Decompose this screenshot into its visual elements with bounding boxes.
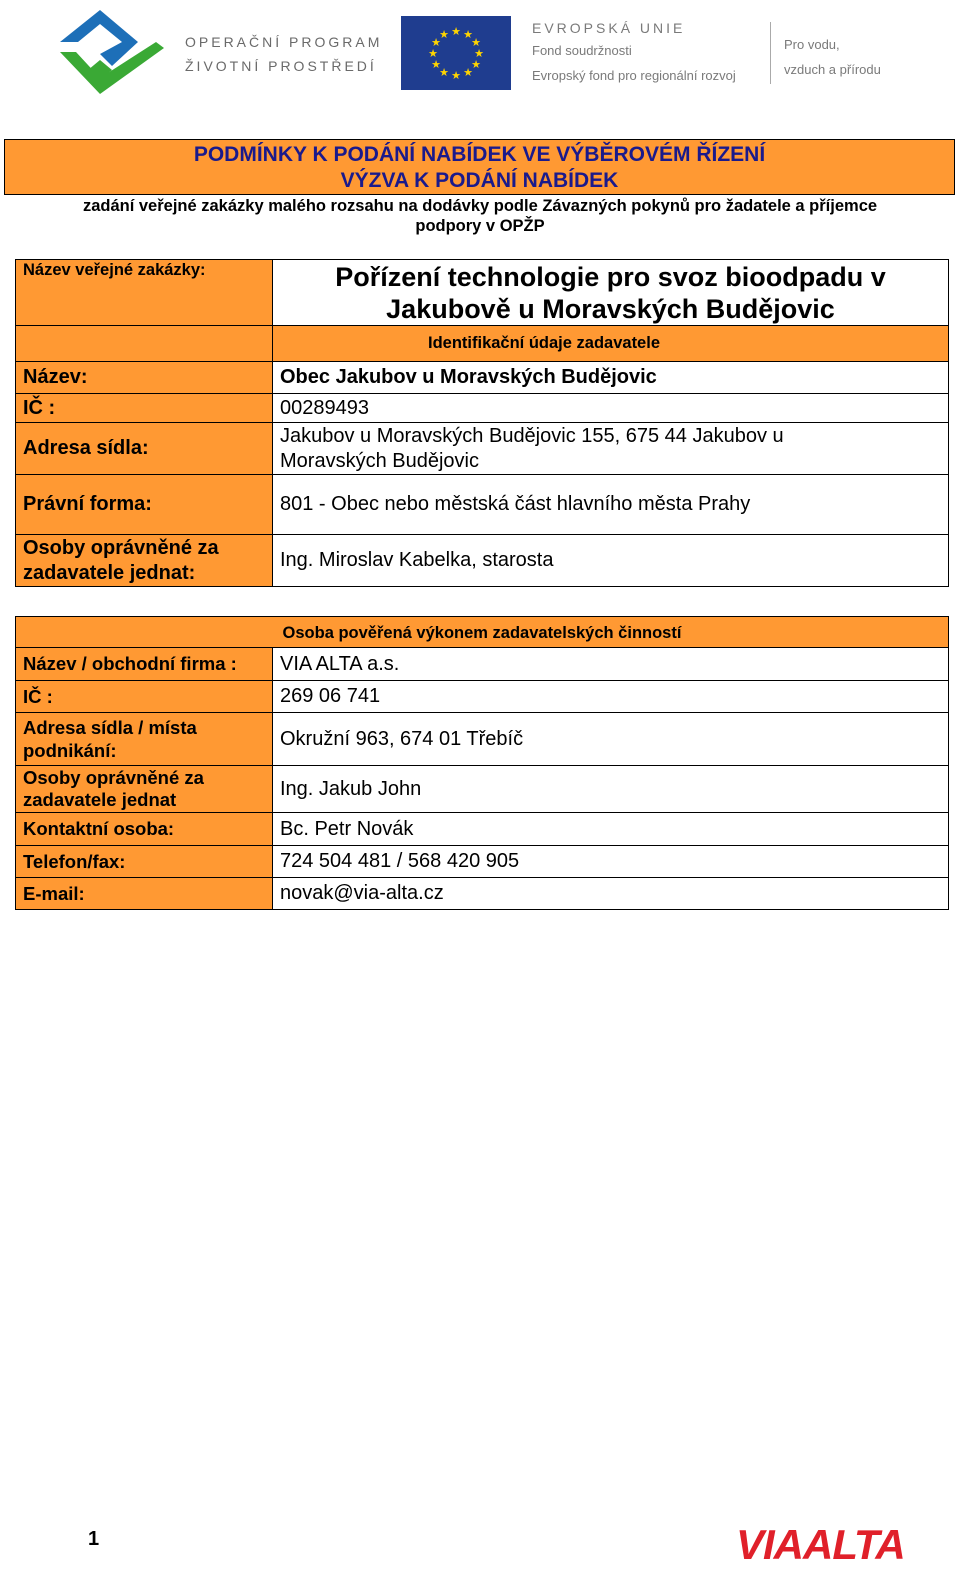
document-title: PODMÍNKY K PODÁNÍ NABÍDEK VE VÝBĚROVÉM ŘÍZENÍ [193,143,766,166]
svg-text:★: ★ [463,28,473,41]
agent-section-heading: Osoba pověřená výkonem zadavatelských činností [15,616,949,648]
authority-ic-value: 00289493 [272,393,949,423]
document-scope-text [30,196,930,236]
authority-address-value [272,422,949,475]
via-alta-logo: VIAALTA [736,1521,905,1568]
authority-name-value: Obec Jakubov u Moravských Budějovic [272,361,949,394]
agent-contact-value: Bc. Petr Novák [272,812,949,846]
document-subtitle-call: VÝZVA K PODÁNÍ NABÍDEK [340,169,619,192]
svg-text:★: ★ [428,47,438,60]
authority-legal-form-value: 801 - Obec nebo městská část hlavního města Prahy [272,474,949,535]
scope-line2: podpory v OPŽP [415,217,545,235]
svg-text:★: ★ [451,69,461,82]
svg-text:★: ★ [451,25,461,38]
tagline-line1: Pro vodu, [784,37,840,52]
contract-name-line2: Jakubově u Moravských Budějovic [386,293,835,324]
agent-phone-value: 724 504 481 / 568 420 905 [272,845,949,878]
eu-fund-regional: Evropský fond pro regionální rozvoj [532,68,736,83]
svg-text:★: ★ [431,36,441,49]
agent-ic-value: 269 06 741 [272,680,949,713]
contract-name-label: Název veřejné zakázky: [15,259,273,326]
authority-representatives-label [15,534,273,587]
agent-representatives-label-line1: Osoby oprávněné za [23,767,204,788]
agent-representatives-value: Ing. Jakub John [272,765,949,813]
svg-text:★: ★ [471,36,481,49]
svg-text:★: ★ [471,58,481,71]
svg-text:★: ★ [474,47,484,60]
agent-phone-label: Telefon/fax: [15,845,273,878]
svg-text:★: ★ [463,66,473,79]
authority-name-label: Název: [15,361,273,394]
authority-address-label: Adresa sídla: [15,422,273,475]
agent-representatives-label-line2: zadavatele jednat [23,789,177,810]
op-zp-logo-icon [52,8,166,98]
agent-address-label [15,712,273,766]
contracting-label-column-spacer [15,325,273,362]
svg-text:★: ★ [439,28,449,41]
agent-email-label: E-mail: [15,877,273,910]
op-program-line2: ŽIVOTNÍ PROSTŘEDÍ [185,58,377,74]
eu-fund-cohesion: Fond soudržnosti [532,43,632,58]
eu-name: EVROPSKÁ UNIE [532,20,686,36]
op-program-name [185,30,382,78]
agent-ic-label: IČ : [15,680,273,713]
tagline [784,32,881,82]
authority-representatives-label-line1: Osoby oprávněné za [23,536,219,559]
agent-representatives-label [15,765,273,813]
contract-name-value [272,259,949,326]
agent-address-value: Okružní 963, 674 01 Třebíč [272,712,949,766]
authority-ic-label: IČ : [15,393,273,423]
authority-legal-form-label: Právní forma: [15,474,273,535]
tagline-line2: vzduch a přírodu [784,62,881,77]
page-number: 1 [88,1528,100,1550]
authority-representatives-label-line2: zadavatele jednat: [23,561,196,584]
contract-name-line1: Pořízení technologie pro svoz bioodpadu v [335,261,886,292]
svg-text:★: ★ [439,66,449,79]
authority-address-line1: Jakubov u Moravských Budějovic 155, 675 44 Jakubov u [280,424,784,447]
eu-flag-icon [401,16,511,90]
agent-address-label-line1: Adresa sídla / místa [23,717,197,738]
contracting-section-heading: Identifikační údaje zadavatele [272,325,949,362]
header-divider [770,22,771,84]
agent-email-value: novak@via-alta.cz [272,877,949,910]
op-program-line1: OPERAČNÍ PROGRAM [185,34,383,50]
agent-name-label: Název / obchodní firma : [15,647,273,681]
agent-name-value: VIA ALTA a.s. [272,647,949,681]
agent-contact-label: Kontaktní osoba: [15,812,273,846]
eu-text-block [532,18,736,88]
authority-address-line2: Moravských Budějovic [280,449,479,472]
authority-representatives-value: Ing. Miroslav Kabelka, starosta [272,534,949,587]
document-title-box [4,139,955,195]
svg-text:★: ★ [431,58,441,71]
scope-line1: zadání veřejné zakázky malého rozsahu na dodávky podle Závazných pokynů pro žadatele a příjemce [82,197,878,215]
agent-address-label-line2: podnikání: [23,740,117,761]
